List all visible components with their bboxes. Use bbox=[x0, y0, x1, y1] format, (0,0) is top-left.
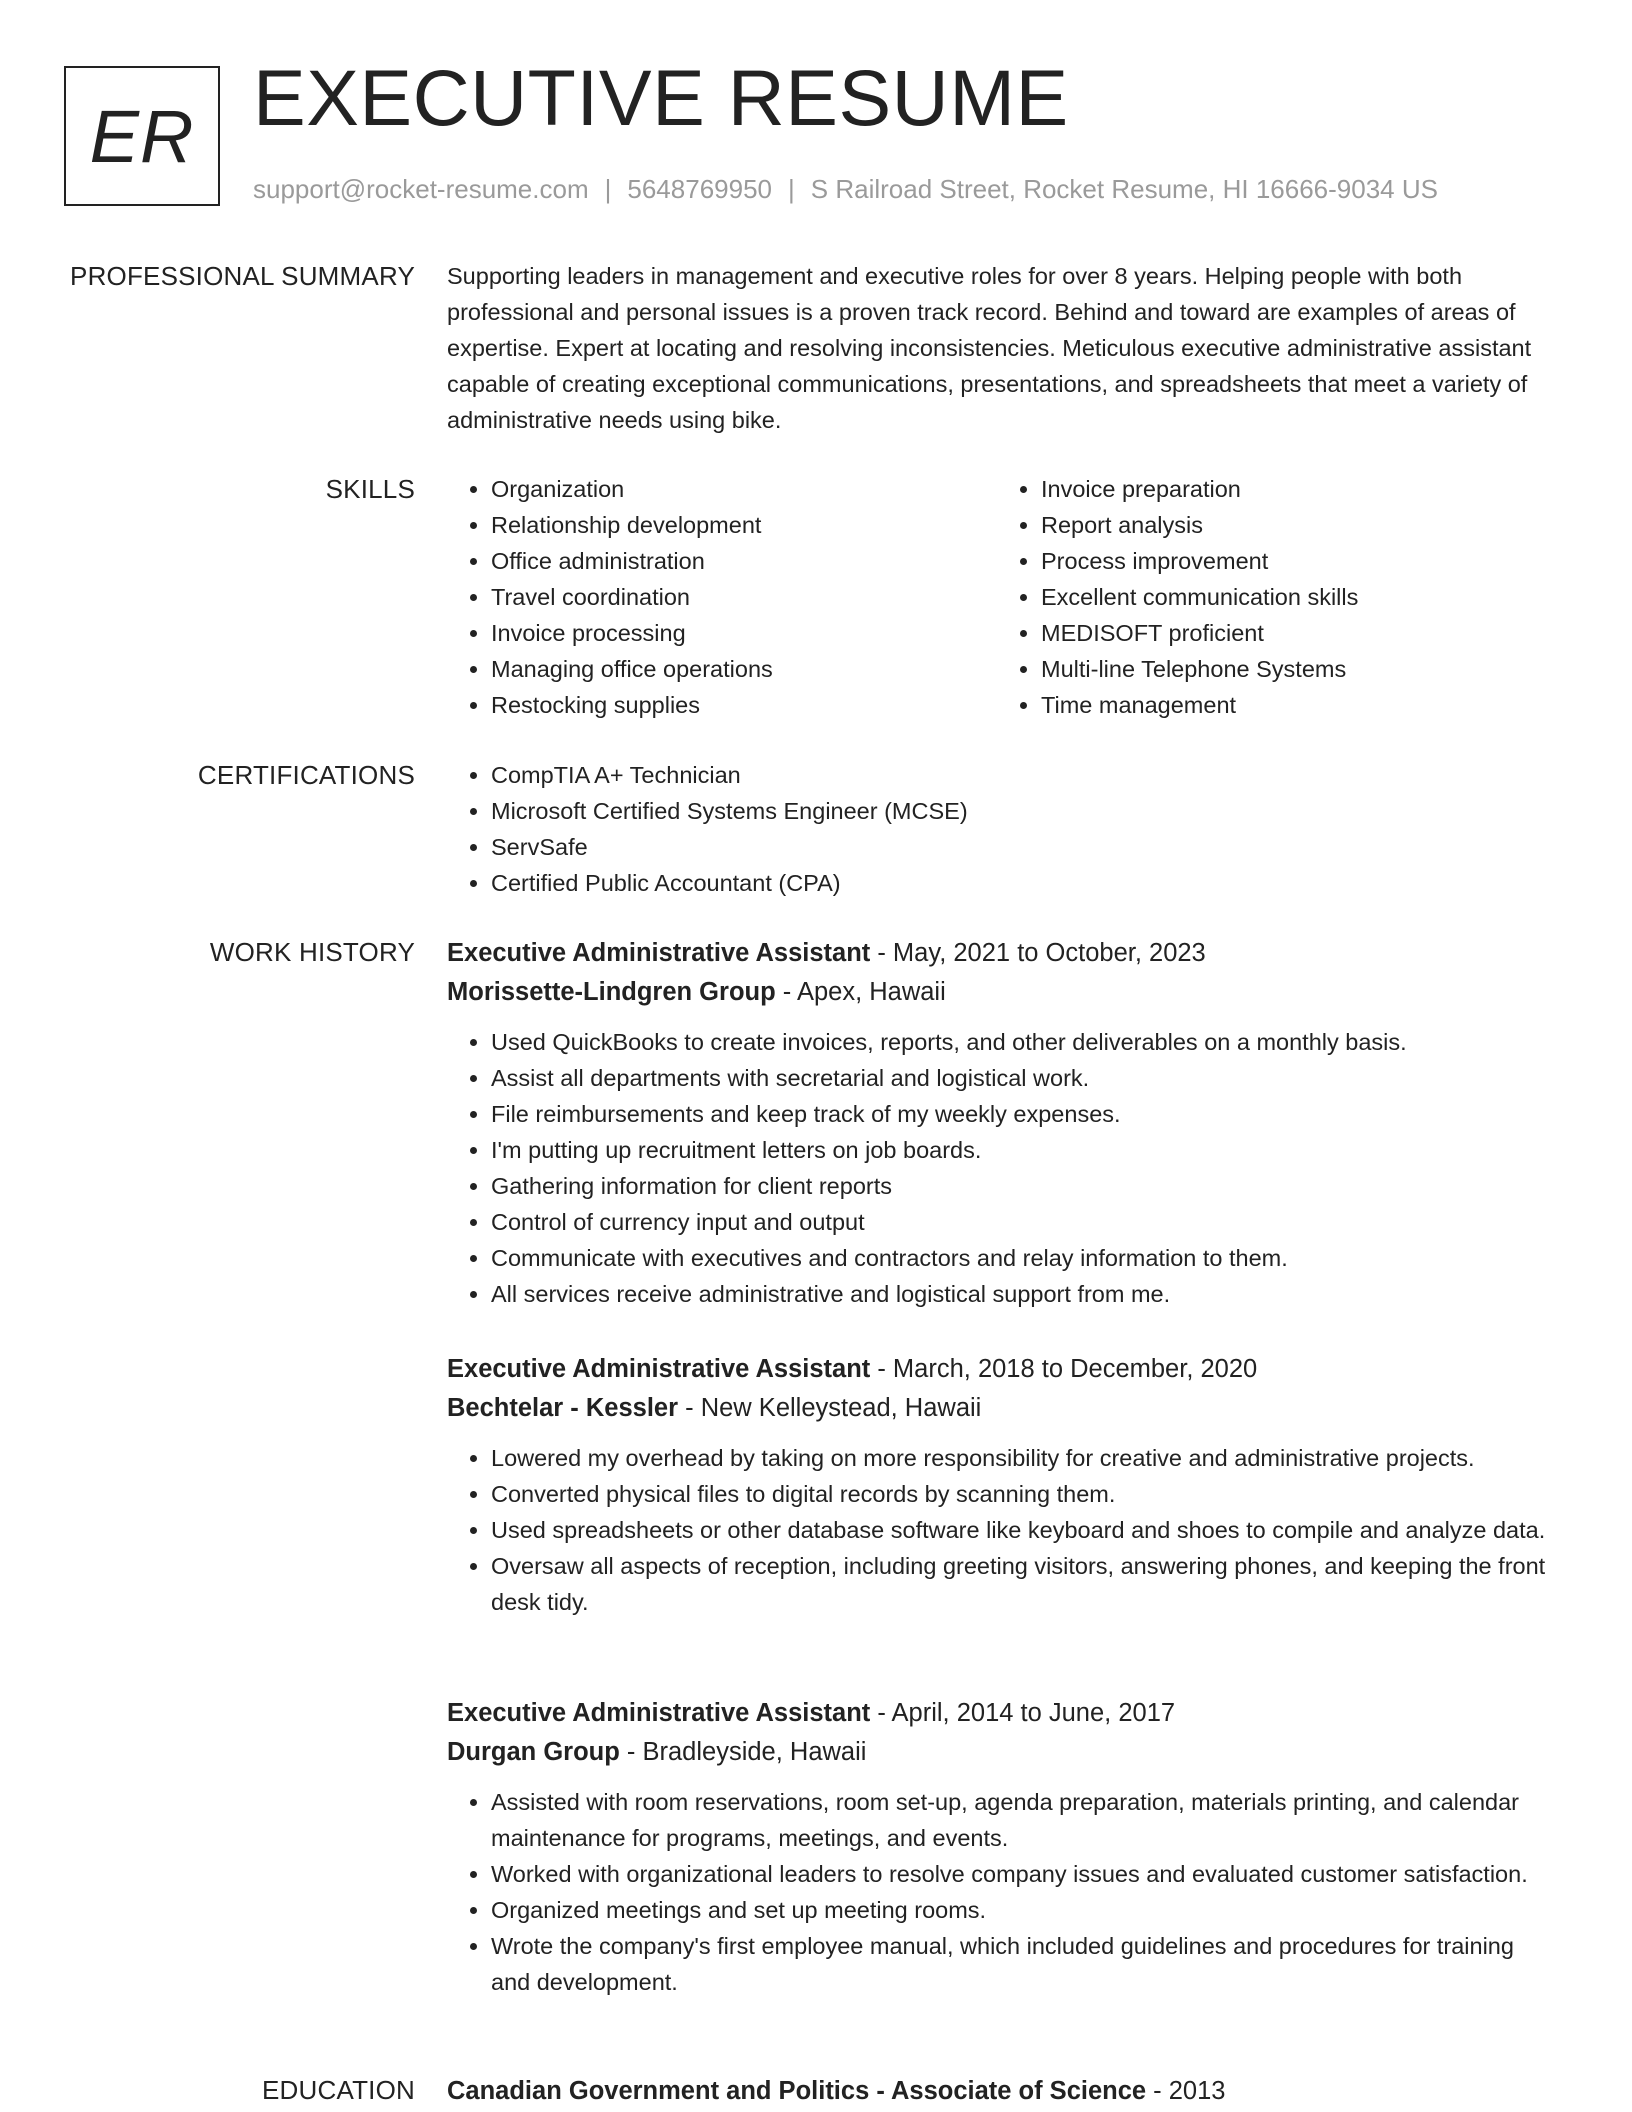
job-title-line bbox=[447, 934, 1547, 972]
resume-title: EXECUTIVE RESUME bbox=[253, 53, 1069, 142]
contact-address: S Railroad Street, Rocket Resume, HI 16666-9034 US bbox=[810, 174, 1438, 204]
certifications-body bbox=[447, 757, 1547, 901]
job-title-line bbox=[447, 1350, 1547, 1388]
job-bullets bbox=[447, 1784, 1547, 2000]
list-item: • Microsoft Certified Systems Engineer (MCSE) bbox=[491, 793, 1547, 829]
list-item: • Lowered my overhead by taking on more responsibility for creative and administrative projects. bbox=[491, 1440, 1547, 1476]
skills-list-right bbox=[997, 471, 1547, 723]
list-item: • Control of currency input and output bbox=[491, 1204, 1547, 1240]
list-item: • Multi-line Telephone Systems bbox=[1041, 651, 1547, 687]
job-location: - Apex, Hawaii bbox=[775, 978, 946, 1006]
skills-columns bbox=[447, 471, 1547, 723]
job-dates: - April, 2014 to June, 2017 bbox=[870, 1699, 1176, 1727]
list-item: • Wrote the company's first employee manual, which included guidelines and procedures for training and development. bbox=[491, 1928, 1547, 2000]
list-item: • Office administration bbox=[491, 543, 997, 579]
job-bullets bbox=[447, 1440, 1547, 1620]
list-item: • Restocking supplies bbox=[491, 687, 997, 723]
list-item: • Invoice preparation bbox=[1041, 471, 1547, 507]
job-company: Morissette-Lindgren Group bbox=[447, 978, 776, 1006]
list-item: • MEDISOFT proficient bbox=[1041, 615, 1547, 651]
list-item: • Gathering information for client reports bbox=[491, 1168, 1547, 1204]
education-body bbox=[447, 2072, 1547, 2110]
education-degree: Canadian Government and Politics - Associate of Science bbox=[447, 2077, 1147, 2105]
job-entry bbox=[0, 1694, 1632, 2000]
job-bullets bbox=[447, 1024, 1547, 1312]
list-item: • Report analysis bbox=[1041, 507, 1547, 543]
list-item: • Used spreadsheets or other database software like keyboard and shoes to compile and analyze data. bbox=[491, 1512, 1547, 1548]
job-title-line bbox=[447, 1694, 1547, 1732]
list-item: • Organized meetings and set up meeting rooms. bbox=[491, 1892, 1547, 1928]
list-item: • File reimbursements and keep track of my weekly expenses. bbox=[491, 1096, 1547, 1132]
job-location: - Bradleyside, Hawaii bbox=[619, 1738, 867, 1766]
list-item: • CompTIA A+ Technician bbox=[491, 757, 1547, 793]
list-item: • Converted physical files to digital records by scanning them. bbox=[491, 1476, 1547, 1512]
certifications-list bbox=[447, 757, 1547, 901]
job-company-line bbox=[447, 972, 1547, 1012]
contact-line bbox=[253, 176, 1438, 202]
job-company: Bechtelar - Kessler bbox=[447, 1394, 679, 1422]
list-item: • All services receive administrative and logistical support from me. bbox=[491, 1276, 1547, 1312]
section-label-summary: PROFESSIONAL SUMMARY bbox=[70, 261, 415, 291]
education-year: - 2013 bbox=[1146, 2077, 1226, 2105]
contact-separator: | bbox=[788, 174, 795, 204]
list-item: • Excellent communication skills bbox=[1041, 579, 1547, 615]
list-item: • Assist all departments with secretarial and logistical work. bbox=[491, 1060, 1547, 1096]
list-item: • Managing office operations bbox=[491, 651, 997, 687]
job-dates: - March, 2018 to December, 2020 bbox=[870, 1355, 1258, 1383]
list-item: • Used QuickBooks to create invoices, reports, and other deliverables on a monthly basis. bbox=[491, 1024, 1547, 1060]
job-body bbox=[447, 1694, 1547, 2000]
job-dates: - May, 2021 to October, 2023 bbox=[870, 939, 1206, 967]
skills-list-left bbox=[447, 471, 997, 723]
section-label-certifications: CERTIFICATIONS bbox=[197, 760, 415, 790]
job-company: Durgan Group bbox=[447, 1738, 620, 1766]
summary-body bbox=[447, 258, 1547, 438]
education-line bbox=[447, 2072, 1547, 2110]
job-title: Executive Administrative Assistant bbox=[447, 1355, 871, 1383]
job-title: Executive Administrative Assistant bbox=[447, 1699, 871, 1727]
list-item: • Relationship development bbox=[491, 507, 997, 543]
list-item: • Organization bbox=[491, 471, 997, 507]
summary-text: Supporting leaders in management and executive roles for over 8 years. Helping people with both professional and personal issues is a proven track record. Behind and toward are examples of areas of expertise. Expert at locating and resolving inconsistencies. Meticulous executive administrative assistant capable of creating exceptional communications, presentations, and spreadsheets that meet a variety of administrative needs using bike. bbox=[447, 263, 1532, 433]
job-body bbox=[447, 1350, 1547, 1620]
job-company-line bbox=[447, 1732, 1547, 1772]
list-item: • Certified Public Accountant (CPA) bbox=[491, 865, 1547, 901]
contact-phone[interactable]: 5648769950 bbox=[627, 174, 772, 204]
list-item: • Invoice processing bbox=[491, 615, 997, 651]
contact-email[interactable]: support@rocket-resume.com bbox=[253, 174, 589, 204]
job-title: Executive Administrative Assistant bbox=[447, 939, 871, 967]
section-label-education: EDUCATION bbox=[262, 2075, 415, 2105]
list-item: • Assisted with room reservations, room set-up, agenda preparation, materials printing, and calendar maintenance for programs, meetings, and events. bbox=[491, 1784, 1547, 1856]
job-entry bbox=[0, 934, 1632, 1312]
list-item: • Worked with organizational leaders to resolve company issues and evaluated customer satisfaction. bbox=[491, 1856, 1547, 1892]
contact-separator: | bbox=[604, 174, 612, 204]
skills-body bbox=[447, 471, 1547, 723]
job-company-line bbox=[447, 1388, 1547, 1428]
list-item: • ServSafe bbox=[491, 829, 1547, 865]
list-item: • Travel coordination bbox=[491, 579, 997, 615]
job-location: - New Kelleystead, Hawaii bbox=[678, 1394, 982, 1422]
list-item: • Oversaw all aspects of reception, including greeting visitors, answering phones, and keeping the front desk tidy. bbox=[491, 1548, 1547, 1620]
list-item: • I'm putting up recruitment letters on job boards. bbox=[491, 1132, 1547, 1168]
section-label-work-history: WORK HISTORY bbox=[209, 937, 415, 967]
list-item: • Time management bbox=[1041, 687, 1547, 723]
list-item: • Process improvement bbox=[1041, 543, 1547, 579]
monogram-logo: ER bbox=[64, 66, 220, 206]
section-label-skills: SKILLS bbox=[325, 474, 415, 504]
job-entry bbox=[0, 1350, 1632, 1620]
job-body bbox=[447, 934, 1547, 1312]
list-item: • Communicate with executives and contractors and relay information to them. bbox=[491, 1240, 1547, 1276]
